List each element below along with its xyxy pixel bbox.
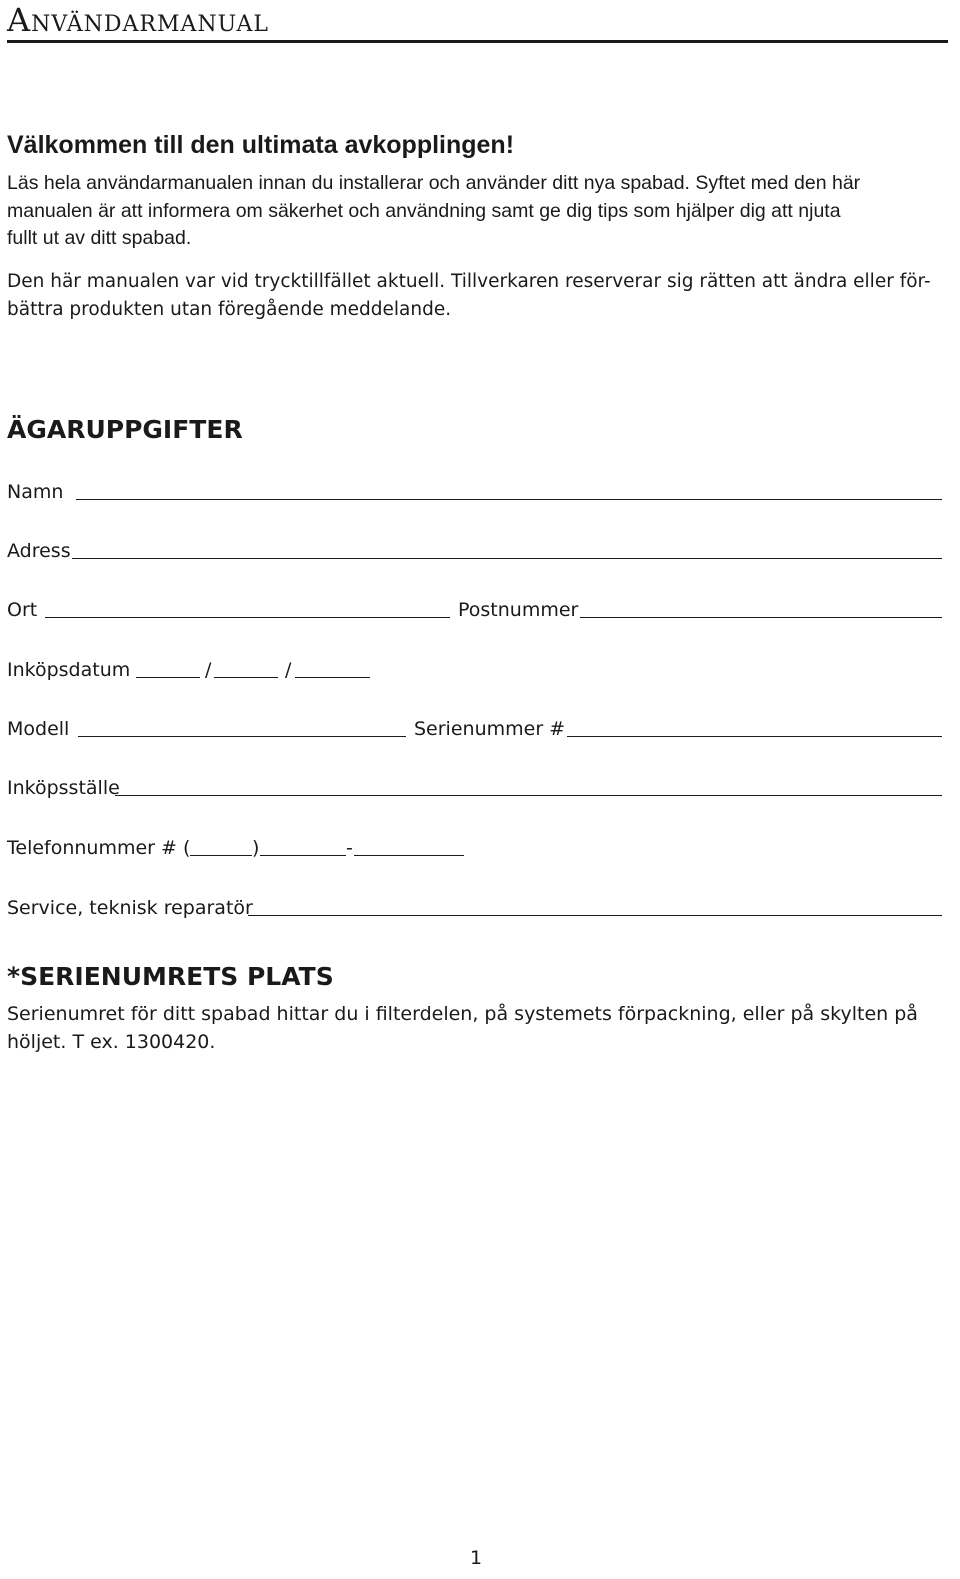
postal-code-field[interactable] [580,617,942,618]
model-field[interactable] [78,736,406,737]
city-label: Ort [7,599,38,621]
paragraph-line: manualen är att informera om säkerhet och användning samt ge dig tips som hjälper dig att njuta [7,199,841,222]
city-field[interactable] [45,617,450,618]
date-separator: / [285,659,292,681]
model-label: Modell [7,718,70,740]
name-label: Namn [7,481,64,503]
paragraph-line: Serienumret för ditt spabad hittar du i filterdelen, på systemets förpackning, eller på skylten på [7,1003,918,1025]
page-header-title: Användarmanual [7,1,270,39]
serial-location-heading: *SERIENUMRETS PLATS [7,962,334,991]
header-rule [7,40,948,43]
address-label: Adress [7,540,71,562]
paragraph-line: Läs hela användarmanualen innan du installerar och använder ditt nya spabad. Syftet med den här [7,172,861,194]
phone-number-field[interactable] [354,855,464,856]
paragraph-line: fullt ut av ditt spabad. [7,227,192,249]
paragraph-line: Den här manualen var vid trycktillfället aktuell. Tillverkaren reserverar sig rätten att ändra eller för- [7,271,931,292]
phone-prefix-field[interactable] [260,855,346,856]
serial-number-field[interactable] [567,736,942,737]
store-label: Inköpsställe [7,777,120,799]
purchase-date-month-field[interactable] [214,677,278,678]
date-separator: / [205,659,212,681]
purchase-date-label: Inköpsdatum [7,659,131,681]
owner-heading: ÄGARUPPGIFTER [7,415,243,444]
store-field[interactable] [115,795,942,796]
paragraph-line: höljet. T ex. 1300420. [7,1030,216,1053]
phone-paren: ) [252,837,260,859]
postal-code-label: Postnummer [458,599,579,621]
serial-location-text [7,1001,947,1056]
service-field[interactable] [248,915,942,916]
purchase-date-day-field[interactable] [136,677,200,678]
welcome-paragraph-2 [7,268,947,323]
phone-dash: - [346,837,353,859]
serial-number-label: Serienummer # [414,718,566,740]
name-field[interactable] [76,499,942,500]
address-field[interactable] [72,558,942,559]
welcome-heading: Välkommen till den ultimata avkopplingen! [7,131,515,159]
phone-label: Telefonnummer # ( [7,837,191,859]
welcome-paragraph-1 [7,170,947,253]
paragraph-line: bättra produkten utan föregående meddelande. [7,298,452,320]
phone-area-code-field[interactable] [190,855,252,856]
purchase-date-year-field[interactable] [295,677,370,678]
page-number: 1 [470,1547,483,1569]
service-label: Service, teknisk reparatör [7,897,253,919]
